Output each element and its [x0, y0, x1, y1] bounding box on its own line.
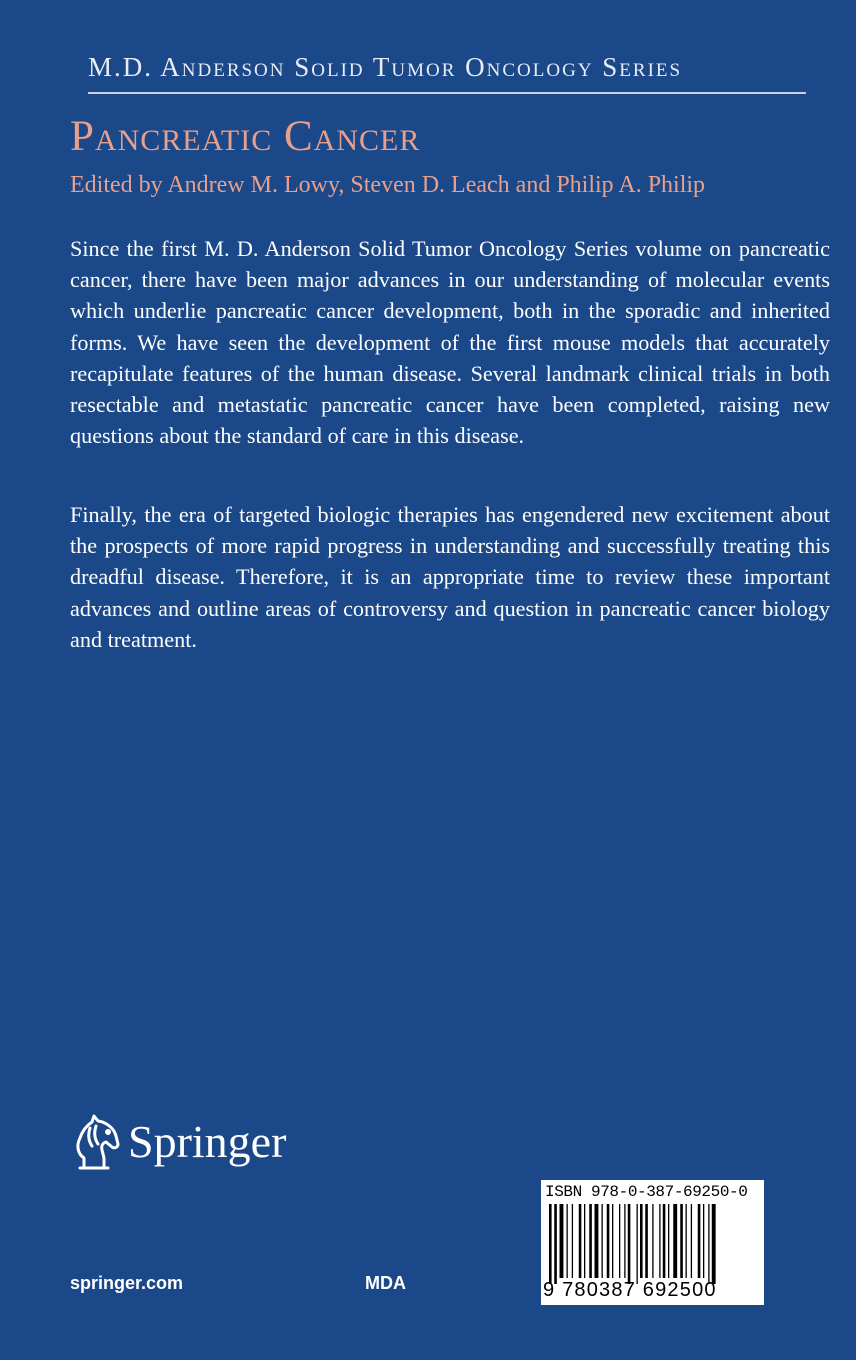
barcode-bar	[619, 1204, 620, 1278]
series-title: M.D. Anderson Solid Tumor Oncology Series	[88, 52, 683, 82]
barcode-bar	[640, 1204, 643, 1278]
editors-line: Edited by Andrew M. Lowy, Steven D. Leach and Philip A. Philip	[70, 172, 706, 198]
book-title: Pancreatic Cancer	[70, 113, 421, 160]
description-paragraph-1: Since the first M. D. Anderson Solid Tumor Oncology Series volume on pancreatic cancer, there have been major advances in our understanding of molecular events which underlie pancreatic cancer development, both in the sporadic and inherited forms. We have seen the development of the first mouse models that accurately recapitulate features of the human disease. Several landmark clinical trials in both resectable and metastatic pancreatic cancer have been completed, raising new questions about the standard of care in this disease.	[70, 236, 830, 449]
description-paragraph-2: Finally, the era of targeted biologic therapies has engendered new excitement about the prospects of more rapid progress in understanding and successfully treating this dreadful disease. Therefore, it is an appropriate time to review these important advances and outline areas of controversy and question in pancreatic cancer biology and treatment.	[70, 502, 830, 652]
barcode-bar	[624, 1204, 625, 1278]
series-rule	[88, 92, 806, 94]
barcode-digits: 9 780387 692500	[543, 1279, 717, 1301]
barcode-bar	[652, 1204, 653, 1278]
barcode-bar	[637, 1204, 638, 1284]
barcode-bar	[686, 1204, 687, 1278]
barcode-bar	[584, 1204, 585, 1278]
barcode-bar	[698, 1204, 701, 1278]
barcode-bar	[628, 1204, 631, 1284]
barcode-bar	[595, 1204, 599, 1278]
barcode-bar	[607, 1204, 610, 1278]
barcode-bar	[572, 1204, 573, 1278]
barcode-bar	[673, 1204, 677, 1278]
barcode-bar	[612, 1204, 613, 1278]
barcode-bar	[554, 1204, 557, 1284]
barcode-bar	[663, 1204, 666, 1278]
isbn-barcode	[541, 1180, 764, 1305]
barcode-bar	[645, 1204, 648, 1278]
springer-horse-icon	[70, 1112, 122, 1172]
isbn-label: ISBN 978-0-387-69250-0	[545, 1183, 748, 1201]
publisher-url: springer.com	[70, 1273, 184, 1293]
barcode-bar	[659, 1204, 660, 1278]
barcode-bar	[567, 1204, 568, 1278]
publisher-logo	[70, 1112, 286, 1172]
barcode-bar	[680, 1204, 683, 1278]
barcode-bar	[602, 1204, 603, 1278]
barcode-bar	[712, 1204, 716, 1284]
barcode-bar	[589, 1204, 592, 1278]
barcode-bar	[708, 1204, 709, 1284]
barcode-bar	[579, 1204, 582, 1278]
barcode-bar	[703, 1204, 704, 1278]
barcode-bar	[549, 1204, 552, 1284]
barcode-bar	[560, 1204, 564, 1278]
barcode-bar	[691, 1204, 692, 1278]
barcode-bar	[668, 1204, 669, 1278]
series-code: MDA	[365, 1273, 406, 1293]
publisher-name: Springer	[128, 1116, 287, 1167]
